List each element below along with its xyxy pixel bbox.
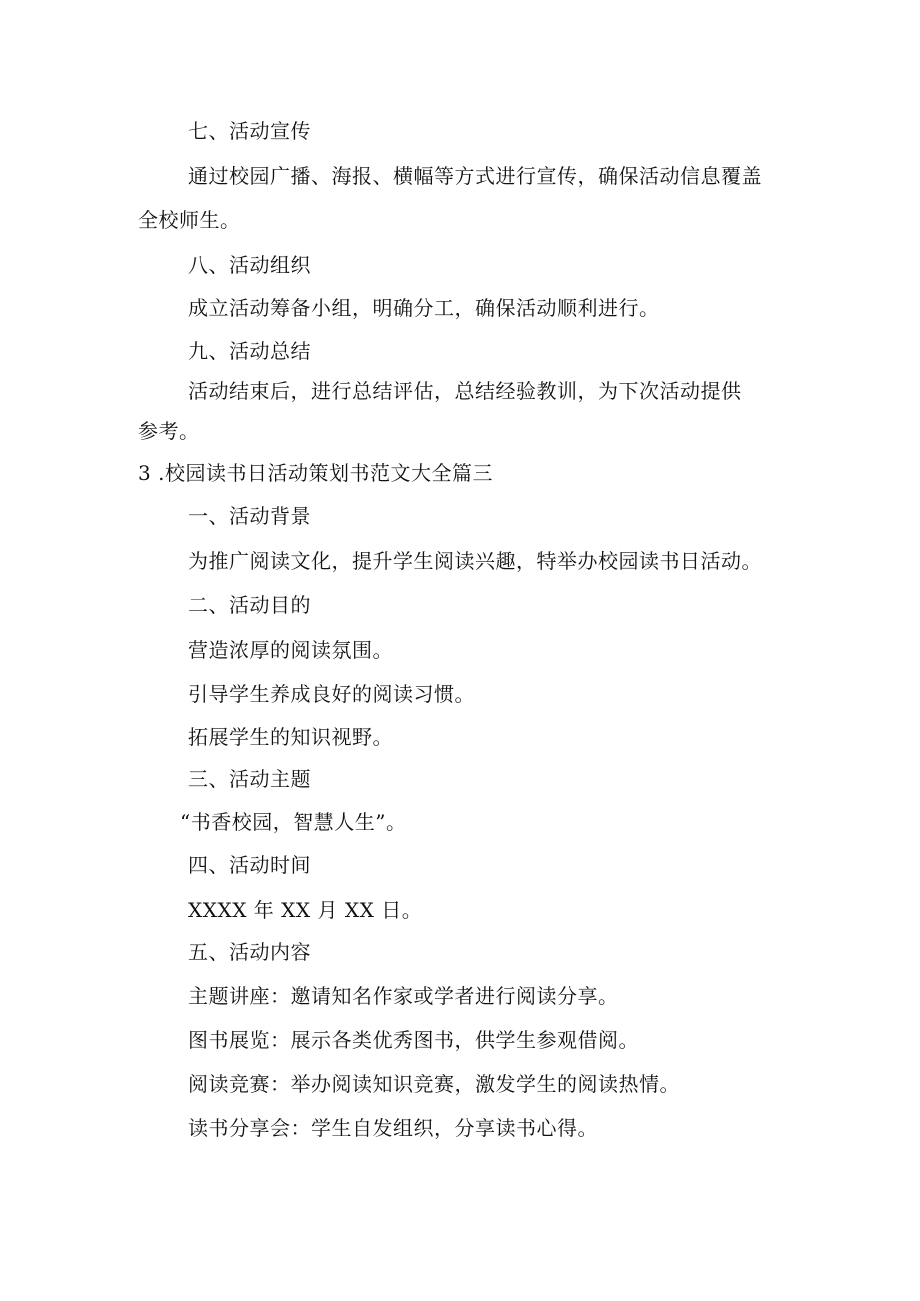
section-heading-theme: 三、活动主题 (188, 767, 311, 791)
list-item-purpose-3: 拓展学生的知识视野。 (188, 725, 393, 749)
paragraph-organization: 成立活动筹备小组，明确分工，确保活动顺利进行。 (188, 296, 660, 320)
paragraph-publicity-cont: 全校师生。 (138, 208, 241, 232)
section-heading-purpose: 二、活动目的 (188, 593, 311, 617)
section-heading-organization: 八、活动组织 (188, 253, 311, 277)
list-item-content-4: 读书分享会：学生自发组织，分享读书心得。 (188, 1116, 598, 1140)
list-item-content-1: 主题讲座：邀请知名作家或学者进行阅读分享。 (188, 984, 619, 1008)
section-heading-background: 一、活动背景 (188, 504, 311, 528)
paragraph-time: XXXX 年 XX 月 XX 日。 (188, 898, 423, 922)
paragraph-summary-cont: 参考。 (138, 419, 200, 443)
paragraph-summary: 活动结束后，进行总结评估，总结经验教训，为下次活动提供 (188, 379, 742, 403)
paragraph-theme: “书香校园，智慧人生”。 (180, 810, 407, 834)
list-item-content-3: 阅读竞赛：举办阅读知识竞赛，激发学生的阅读热情。 (188, 1072, 680, 1096)
list-item-purpose-2: 引导学生养成良好的阅读习惯。 (188, 682, 475, 706)
list-item-purpose-1: 营造浓厚的阅读氛围。 (188, 638, 393, 662)
section-heading-summary: 九、活动总结 (188, 339, 311, 363)
article-title: 3 .校园读书日活动策划书范文大全篇三 (138, 461, 493, 485)
paragraph-background: 为推广阅读文化，提升学生阅读兴趣，特举办校园读书日活动。 (188, 549, 762, 573)
section-heading-publicity: 七、活动宣传 (188, 119, 311, 143)
section-heading-time: 四、活动时间 (188, 853, 311, 877)
section-heading-content: 五、活动内容 (188, 940, 311, 964)
paragraph-publicity: 通过校园广播、海报、横幅等方式进行宣传，确保活动信息覆盖 (188, 164, 762, 188)
list-item-content-2: 图书展览：展示各类优秀图书，供学生参观借阅。 (188, 1028, 639, 1052)
